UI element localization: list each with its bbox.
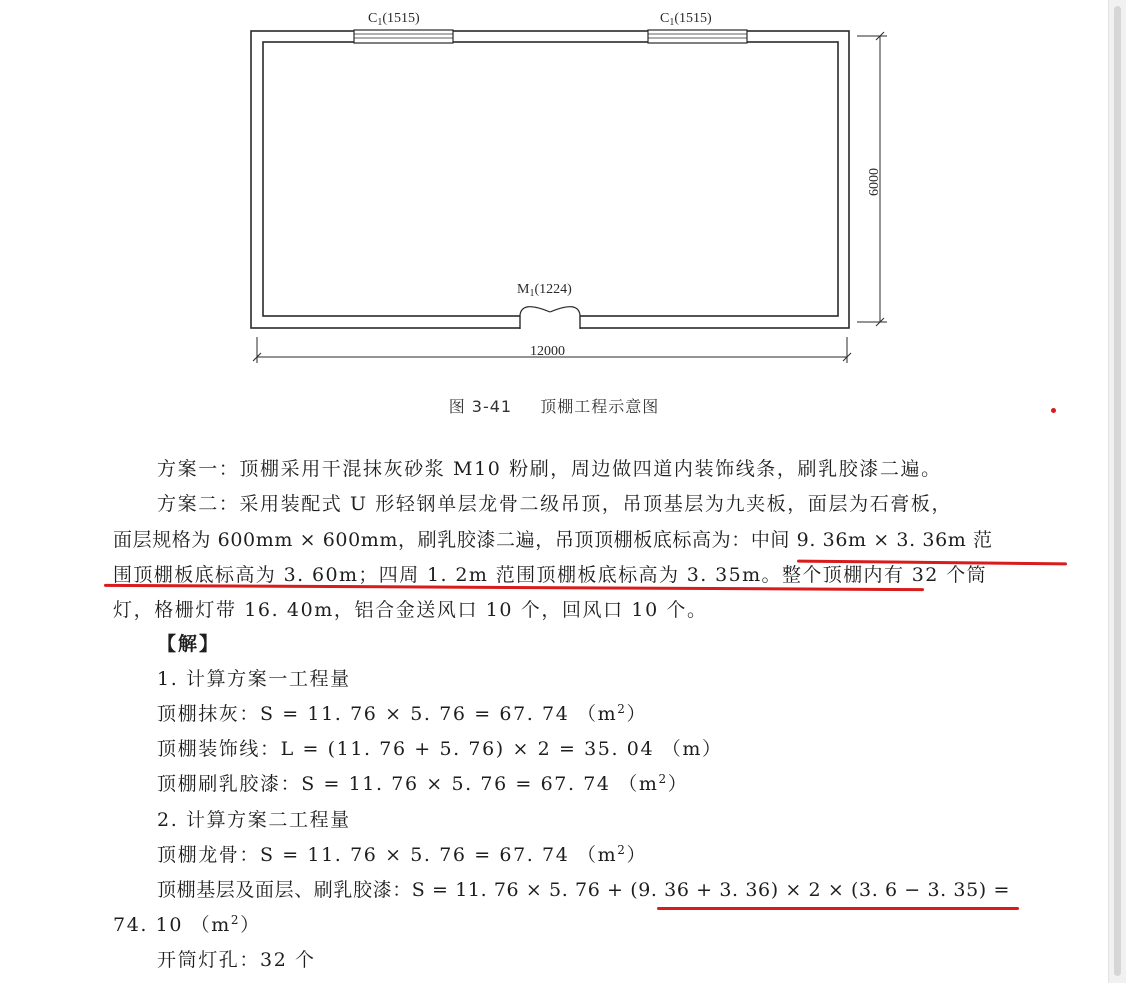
calc-ceiling-paint: 顶棚刷乳胶漆：S = 11. 76 × 5. 76 = 67. 74 $(m^2)$ [157,772,689,795]
window-left-label: $C_1(1515)$ [368,11,420,28]
calc-downlight-holes: 开筒灯孔：32 个 [157,949,316,971]
paragraph-plan-2-line-1: 方案二：采用装配式 U 形轻钢单层龙骨二级吊顶，吊顶基层为九夹板，面层为石膏板， [157,493,953,515]
window-right-label: $C_1(1515)$ [660,11,712,28]
calc-ceiling-moulding: 顶棚装饰线：L = (11. 76 + 5. 76) × 2 = 35. 04 （m） [157,738,723,760]
ceiling-plan-figure [0,0,1108,380]
window-right [648,30,747,43]
paragraph-plan-2-line-2: 面层规格为 600mm × 600mm，刷乳胶漆二遍，吊顶顶棚板底标高为：中间 9. 36m × 3. 36m 范 [113,529,993,551]
door-label: $M_1(1224)$ [517,282,572,299]
paragraph-plan-2-line-4: 灯，格栅灯带 16. 40m，铝合金送风口 10 个，回风口 10 个。 [113,599,708,621]
dim-width-label: 12000 [530,344,565,359]
calc-ceiling-keel: 顶棚龙骨：S = 11. 76 × 5. 76 = 67. 74 $(m^2)$ [157,843,648,866]
caption-number: 图 3-41 [448,397,513,416]
calc-ceiling-base-layer: 顶棚基层及面层、刷乳胶漆：S = 11. 76 × 5. 76 + (9. 36 + 3. 36) × 2 × (3. 6 − 3. 35) = [157,879,1010,901]
vertical-scrollbar[interactable] [1108,0,1126,983]
paragraph-plan-1: 方案一：顶棚采用干混抹灰砂浆 M10 粉刷，周边做四道内装饰线条，刷乳胶漆二遍。 [157,458,942,480]
section-2-title: 2. 计算方案二工程量 [157,809,351,831]
solution-heading: 【解】 [157,633,221,655]
calc-ceiling-plaster: 顶棚抹灰：S = 11. 76 × 5. 76 = 67. 74 $(m^2)$ [157,702,648,725]
figure-caption [0,394,1108,417]
calc-ceiling-base-result: 74. 10 $(m^2)$ [113,913,261,936]
paragraph-plan-2-line-3: 围顶棚板底标高为 3. 60m；四周 1. 2m 范围顶棚板底标高为 3. 35m。整个顶棚内有 32 个筒 [113,564,988,586]
door-opening [520,307,580,330]
dim-height-label: 6000 [867,168,882,196]
caption-title: 顶棚工程示意图 [540,397,660,416]
window-left [354,30,453,43]
red-underline-3 [657,907,1019,910]
scrollbar-thumb[interactable] [1114,6,1121,976]
red-dot-mark [1051,408,1056,413]
section-1-title: 1. 计算方案一工程量 [157,668,351,690]
inner-wall [263,42,838,316]
